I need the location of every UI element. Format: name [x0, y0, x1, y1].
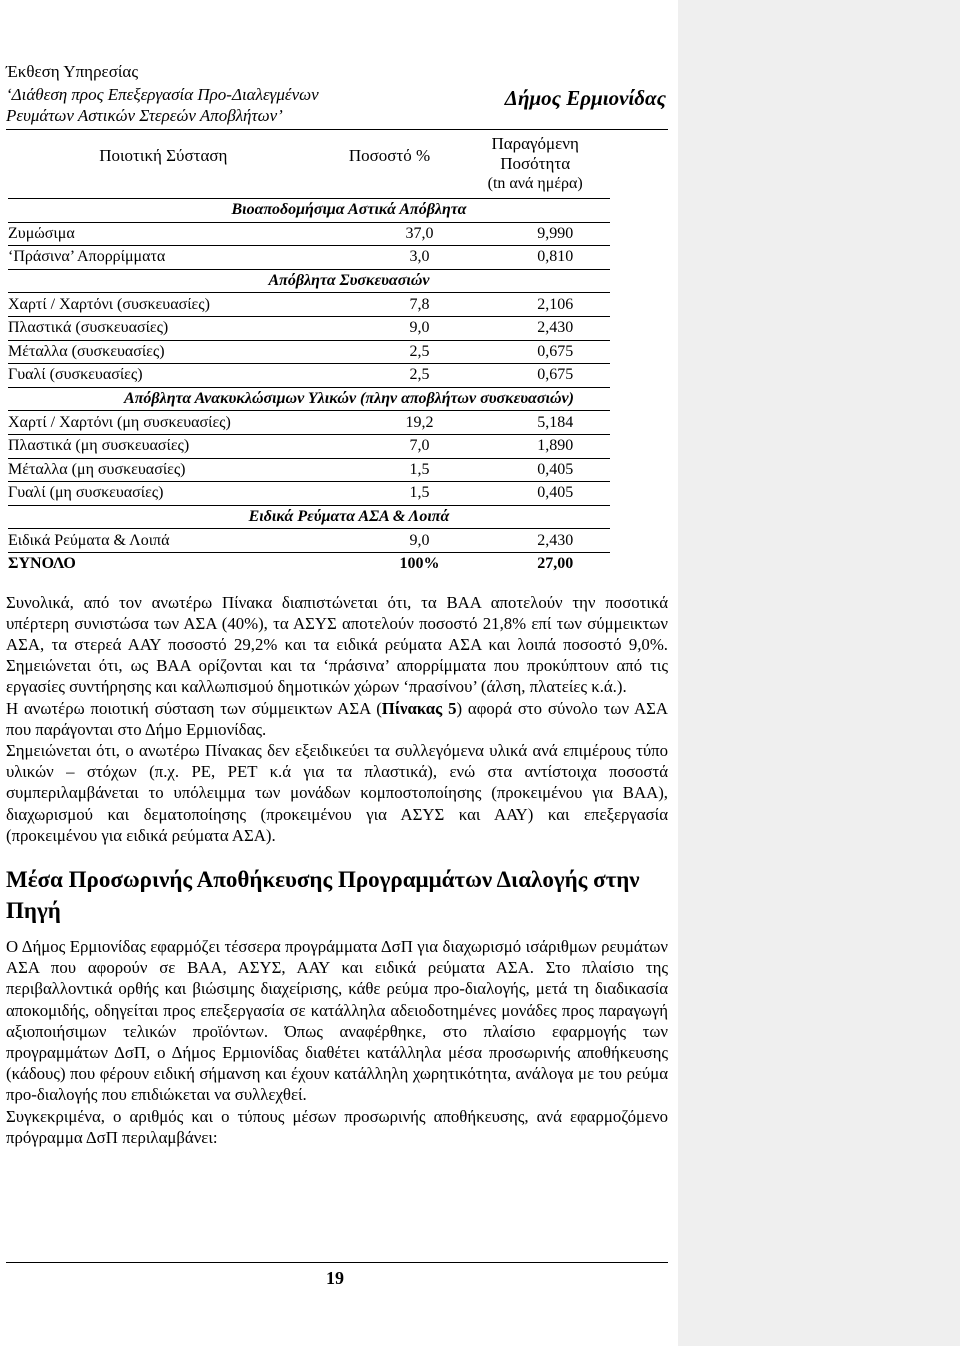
category-label: Απόβλητα Ανακυκλώσιμων Υλικών (πλην αποβλήτων συσκευασιών) — [8, 387, 610, 411]
cell-composition: ‘Πράσινα’ Απορρίμματα — [8, 246, 319, 270]
category-label: Απόβλητα Συσκευασιών — [8, 269, 610, 293]
col-header-quantity-line1: Παραγόμενη — [491, 134, 579, 153]
cell-composition: Γυαλί (συσκευασίες) — [8, 364, 319, 388]
col-header-composition: Ποιοτική Σύσταση — [99, 146, 228, 165]
composition-table — [8, 130, 610, 576]
category-label: Βιοαποδομήσιμα Αστικά Απόβλητα — [8, 199, 610, 223]
cell-percent: 2,5 — [319, 340, 461, 364]
cell-quantity: 9,990 — [460, 222, 610, 246]
cell-composition: Ζυμώσιμα — [8, 222, 319, 246]
cell-composition: Πλαστικά (συσκευασίες) — [8, 316, 319, 340]
cell-quantity: 0,675 — [460, 364, 610, 388]
cell-composition: Μέταλλα (συσκευασίες) — [8, 340, 319, 364]
footer-rule — [6, 1262, 668, 1263]
side-margin-panel — [678, 0, 960, 1346]
storage-intro-paragraph: Συγκεκριμένα, ο αριθμός και ο τύπους μέσων προσωρινής αποθήκευσης, ανά εφαρμοζόμενο πρόγραμμα ΔσΠ περιλαμβάνει: — [6, 1106, 668, 1147]
table-category-row — [8, 387, 610, 411]
document-page — [6, 58, 668, 1148]
cell-composition: Πλαστικά (μη συσκευασίες) — [8, 434, 319, 458]
cell-quantity: 0,810 — [460, 246, 610, 270]
table-row — [8, 529, 610, 553]
table-row — [8, 316, 610, 340]
cell-percent: 37,0 — [319, 222, 461, 246]
cell-percent: 9,0 — [319, 316, 461, 340]
cell-composition: Γυαλί (μη συσκευασίες) — [8, 482, 319, 506]
table-row — [8, 482, 610, 506]
composition-note-paragraph — [6, 698, 668, 740]
table-category-row — [8, 199, 610, 223]
col-header-quantity — [460, 130, 610, 199]
col-header-quantity-unit: (tn ανά ημέρα) — [487, 175, 583, 192]
report-title: Έκθεση Υπηρεσίας — [6, 62, 139, 81]
report-subtitle-line1: ‘Διάθεση προς Επεξεργασία Προ-Διαλεγμένων — [6, 85, 319, 104]
table-category-row — [8, 269, 610, 293]
cell-percent: 19,2 — [319, 411, 461, 435]
programs-paragraph: Ο Δήμος Ερμιονίδας εφαρμόζει τέσσερα προγράμματα ΔσΠ για διαχωρισμό ισάριθμων ρευμάτων ΑΣΑ που αφορούν σε ΒΑΑ, ΑΣΥΣ, ΑΑΥ και ειδικά ρεύματα ΑΣΑ. Στο πλαίσιο της περιβαλλοντικά ορθής και βιώσιμης διαχείρισης, κάθε ρεύμα προ-διαλογής, μετά τη διαδικασία αποκομιδής, οδηγείται προς επεξεργασία σε κατάλληλα αδειοδοτημένες μονάδες προς παραγωγή αξιοποιήσιμων τελικών προϊόντων. Όπως αναφέρθηκε, στο πλαίσιο εφαρμογής των προγραμμάτων ΔσΠ, ο Δήμος Ερμιονίδας διαθέτει κατάλληλα μέσα προσωρινής αποθήκευσης (κάδους) που φέρουν ειδική σήμανση και έχουν κατάλληλη χωρητικότητα, ανάλογα με του ρεύμα προ-διαλογής που επιδιώκεται να συλλεχθεί. — [6, 936, 668, 1105]
cell-quantity: 0,405 — [460, 482, 610, 506]
table-total-row — [8, 552, 610, 575]
note-text-end: ) αφορά στο σύνολο των ΑΣΑ που παράγονται στο Δήμο Ερμιονίδας. — [6, 698, 668, 739]
cell-quantity: 0,675 — [460, 340, 610, 364]
cell-quantity: 2,430 — [460, 316, 610, 340]
cell-percent: 9,0 — [319, 529, 461, 553]
category-label: Ειδικά Ρεύματα ΑΣΑ & Λοιπά — [8, 505, 610, 529]
cell-quantity: 2,106 — [460, 293, 610, 317]
table-reference: Πίνακας 5 — [381, 698, 457, 718]
cell-percent: 7,0 — [319, 434, 461, 458]
table-row — [8, 411, 610, 435]
table-header-row — [8, 130, 610, 199]
cell-quantity: 27,00 — [460, 552, 610, 575]
cell-quantity: 1,890 — [460, 434, 610, 458]
page-header — [6, 58, 668, 130]
cell-quantity: 2,430 — [460, 529, 610, 553]
page-number: 19 — [326, 1268, 344, 1288]
cell-composition: Ειδικά Ρεύματα & Λοιπά — [8, 529, 319, 553]
cell-percent: 3,0 — [319, 246, 461, 270]
cell-composition: Μέταλλα (μη συσκευασίες) — [8, 458, 319, 482]
cell-quantity: 5,184 — [460, 411, 610, 435]
table-category-row — [8, 505, 610, 529]
table-row — [8, 222, 610, 246]
header-rule — [6, 129, 668, 130]
table-row — [8, 246, 610, 270]
materials-note-paragraph: Σημειώνεται ότι, ο ανωτέρω Πίνακας δεν εξειδικεύει τα συλλεγόμενα υλικά ανά επιμέρους τύπο υλικών – στόχων (π.χ. PE, PET κ.ά για τα πλαστικά), ενώ στα αντίστοιχα ποσοστά συμπεριλαμβάνεται το υπόλειμμα των μονάδων κομποστοποίησης (προκειμένου για ΒΑΑ), διαχωρισμού και δεματοποίησης (προκειμένου για ΑΣΥΣ και ΑΑΥ) και επεξεργασία (προκειμένου για ειδικά ρεύματα ΑΣΑ). — [6, 740, 668, 845]
table-row — [8, 458, 610, 482]
municipality-name: Δήμος Ερμιονίδας — [504, 86, 666, 110]
report-subtitle-line2: Ρευμάτων Αστικών Στερεών Αποβλήτων’ — [6, 106, 283, 125]
table-row — [8, 364, 610, 388]
table-row — [8, 293, 610, 317]
section-heading: Μέσα Προσωρινής Αποθήκευσης Προγραμμάτων Διαλογής στην Πηγή — [6, 866, 640, 923]
cell-composition: Χαρτί / Χαρτόνι (μη συσκευασίες) — [8, 411, 319, 435]
cell-percent: 1,5 — [319, 458, 461, 482]
cell-percent: 100% — [319, 552, 461, 575]
cell-quantity: 0,405 — [460, 458, 610, 482]
col-header-quantity-line2: Ποσότητα — [500, 154, 571, 173]
summary-paragraph: Συνολικά, από τον ανωτέρω Πίνακα διαπιστώνεται ότι, τα ΒΑΑ αποτελούν την ποσοτικά υπέρτερη συνιστώσα των ΑΣΑ (40%), τα ΑΣΥΣ αποτελούν ποσοστό 21,8% επί των σύμμεικτων ΑΣΑ, τα στερεά ΑΑΥ ποσοστό 29,2% και τα ειδικά ρεύματα ΑΣΑ και λοιπά ποσοστό 9,0%. Σημειώνεται ότι, ως ΒΑΑ ορίζονται και τα ‘πράσινα’ απορρίμματα που προκύπτουν από τις εργασίες συντήρησης και καλλωπισμού δημοτικών χώρων ‘πρασίνου’ (άλση, πλατείες κ.ά.). — [6, 592, 668, 697]
cell-percent: 1,5 — [319, 482, 461, 506]
cell-percent: 7,8 — [319, 293, 461, 317]
table-body — [8, 199, 610, 576]
cell-percent: 2,5 — [319, 364, 461, 388]
cell-composition: ΣΥΝΟΛΟ — [8, 552, 319, 575]
table-row — [8, 340, 610, 364]
table-row — [8, 434, 610, 458]
note-text-start: Η ανωτέρω ποιοτική σύσταση των σύμμεικτων ΑΣΑ ( — [6, 698, 382, 718]
cell-composition: Χαρτί / Χαρτόνι (συσκευασίες) — [8, 293, 319, 317]
col-header-percent: Ποσοστό % — [348, 146, 431, 165]
